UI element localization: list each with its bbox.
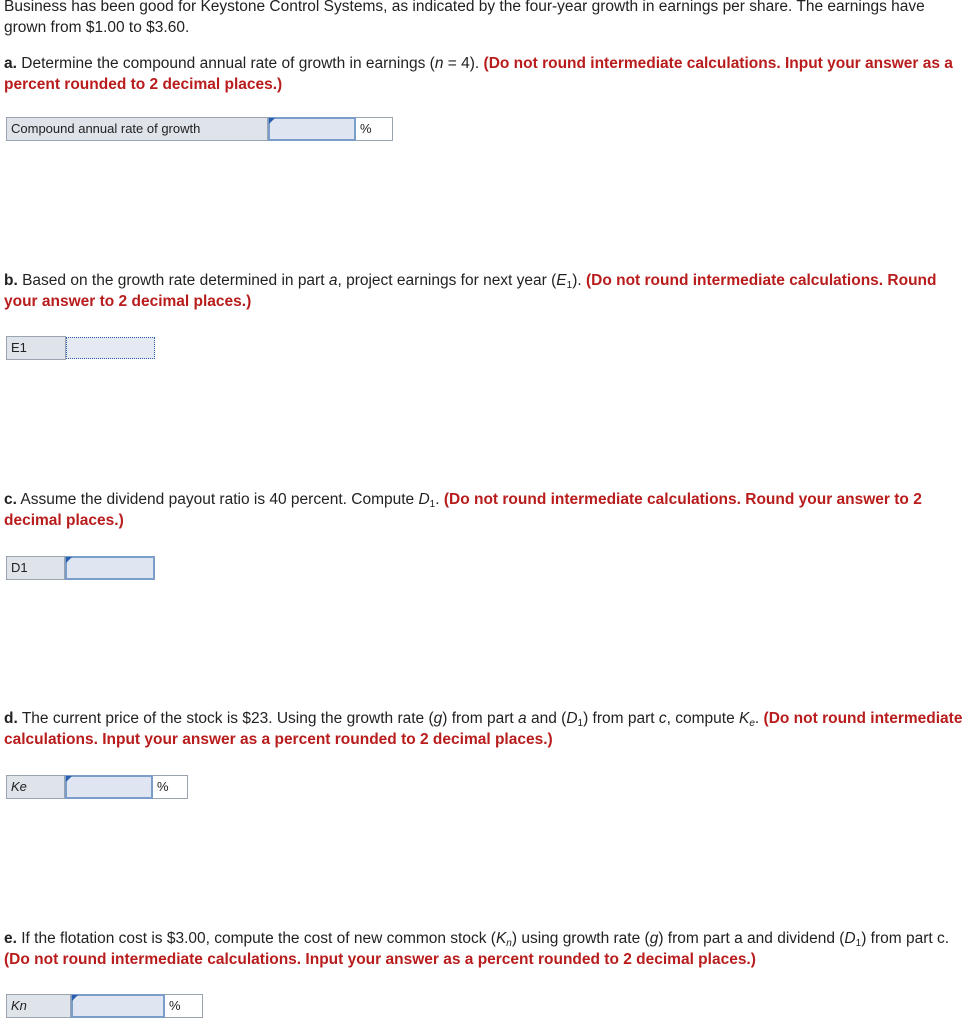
question-e-instructions: (Do not round intermediate calculations. Input your answer as a percent rounded to 2 decimal places.): [4, 951, 756, 968]
question-a: a. Determine the compound annual rate of growth in earnings (n = 4). (Do not round intermediate calculations. Input your answer as a percent rounded to 2 decimal places.): [4, 55, 953, 93]
ke-field[interactable]: [65, 775, 153, 799]
e1-input[interactable]: [67, 338, 154, 358]
question-c-instructions: (Do not round intermediate calculations. Round your answer to 2 decimal places.): [4, 491, 922, 529]
kn-input[interactable]: [73, 996, 163, 1016]
question-a-instructions: (Do not round intermediate calculations. Input your answer as a percent rounded to 2 decimal places.): [4, 55, 953, 93]
growth-rate-input[interactable]: [270, 119, 354, 139]
growth-rate-label: Compound annual rate of growth: [6, 117, 268, 141]
percent-unit: %: [356, 117, 393, 141]
e1-label: E1: [6, 336, 66, 360]
answer-row-e: [6, 994, 203, 1018]
percent-unit: %: [153, 775, 188, 799]
answer-row-b: [6, 336, 155, 360]
question-d-instructions: (Do not round intermediate calculations. Input your answer as a percent rounded to 2 decimal places.): [4, 710, 963, 748]
question-b: b. Based on the growth rate determined in part a, project earnings for next year $(E_1)$. (Do not round intermediate calculations. Round your answer to 2 decimal places.): [4, 272, 937, 310]
question-c: c. Assume the dividend payout ratio is 40 percent. Compute $D_1$. (Do not round intermediate calculations. Round your answer to 2 decimal places.): [4, 491, 922, 529]
answer-row-c: [6, 556, 155, 580]
d1-field[interactable]: [65, 556, 155, 580]
e1-field[interactable]: [66, 337, 155, 359]
intro-text: Business has been good for Keystone Control Systems, as indicated by the four-year growth in earnings per share. The earnings have grown from $1.00 to $3.60.: [4, 0, 925, 36]
answer-row-a: [6, 117, 393, 141]
answer-row-d: [6, 775, 188, 799]
d1-input[interactable]: [67, 558, 153, 578]
kn-label: Kn: [6, 994, 71, 1018]
question-b-instructions: (Do not round intermediate calculations. Round your answer to 2 decimal places.): [4, 272, 937, 310]
kn-field[interactable]: [71, 994, 165, 1018]
ke-label: Ke: [6, 775, 65, 799]
percent-unit: %: [165, 994, 203, 1018]
question-d: d. The current price of the stock is $23. Using the growth rate (g) from part a and $(D_1)$ from part c, compute $K_e$. (Do not round intermediate calculations. Input your answer as a percent rounded to 2 decimal places.): [4, 710, 963, 748]
ke-input[interactable]: [67, 777, 151, 797]
d1-label: D1: [6, 556, 65, 580]
question-e: e. If the flotation cost is $3.00, compute the cost of new common stock $(K_n)$ using growth rate (g) from part a and dividend $(D_1)$ from part c. (Do not round intermediate calculations. Input your answer as a percent rounded to 2 decimal places.): [4, 930, 950, 968]
growth-rate-field[interactable]: [268, 117, 356, 141]
question-a-letter: a.: [4, 55, 17, 72]
